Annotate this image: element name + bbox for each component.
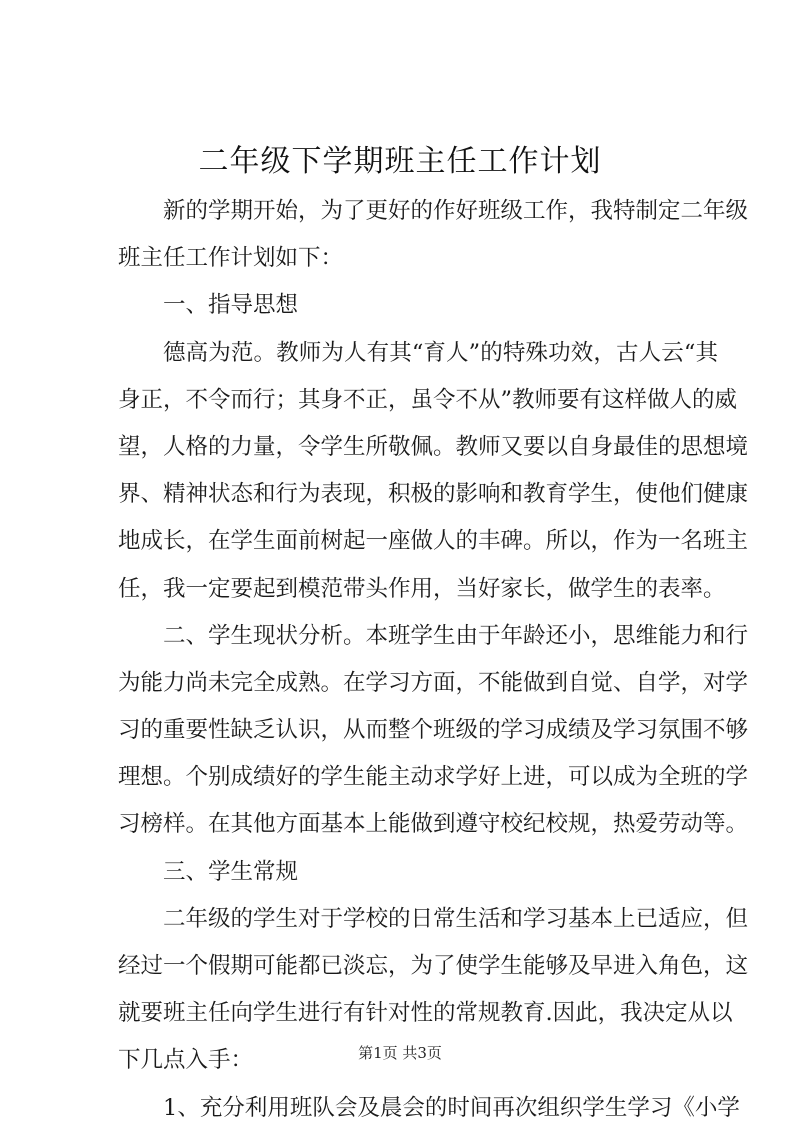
paragraph-line: 界、精神状态和行为表现，积极的影响和教育学生，使他们健康 [118,481,749,508]
document-title: 二年级下学期班主任工作计划 [198,144,602,179]
paragraph-line: 为能力尚未完全成熟。在学习方面，不能做到自觉、自学，对学 [118,669,749,696]
paragraph-line: 下几点入手： [118,1047,254,1074]
paragraph-line: 经过一个假期可能都已淡忘，为了使学生能够及早进入角色，这 [118,953,749,979]
paragraph-line: 二年级的学生对于学校的日常生活和学习基本上已适应，但 [163,905,749,932]
paragraph-line: 德高为范。教师为人有其“育人”的特殊功效，古人云“其 [163,339,718,366]
paragraph-line: 任，我一定要起到模范带头作用，当好家长，做学生的表率。 [118,575,726,602]
paragraph-line: 班主任工作计划如下： [118,245,344,272]
paragraph-line: 新的学期开始，为了更好的作好班级工作，我特制定二年级 [163,198,749,224]
page-footer: 第1页 共3页 [358,1044,442,1062]
paragraph-line: 望，人格的力量，令学生所敬佩。教师又要以自身最佳的思想境 [118,433,749,460]
paragraph-line: 1、充分利用班队会及晨会的时间再次组织学生学习《小学 [163,1094,740,1121]
document-body [118,188,749,1132]
paragraph-line: 就要班主任向学生进行有针对性的常规教育.因此，我决定从以 [118,1000,733,1027]
section-heading: 三、学生常规 [163,858,299,885]
paragraph-line: 身正，不令而行；其身不正，虽令不从”教师要有这样做人的威 [118,386,738,413]
paragraph-line: 习榜样。在其他方面基本上能做到遵守校纪校规，热爱劳动等。 [118,811,749,838]
paragraph-line: 习的重要性缺乏认识，从而整个班级的学习成绩及学习氛围不够 [118,717,749,744]
paragraph-line: 地成长，在学生面前树起一座做人的丰碑。所以，作为一名班主 [118,528,749,555]
paragraph-line: 理想。个别成绩好的学生能主动求学好上进，可以成为全班的学 [118,764,749,791]
section-heading: 一、指导思想 [163,292,299,319]
paragraph-line: 二、学生现状分析。本班学生由于年龄还小，思维能力和行 [163,622,749,649]
